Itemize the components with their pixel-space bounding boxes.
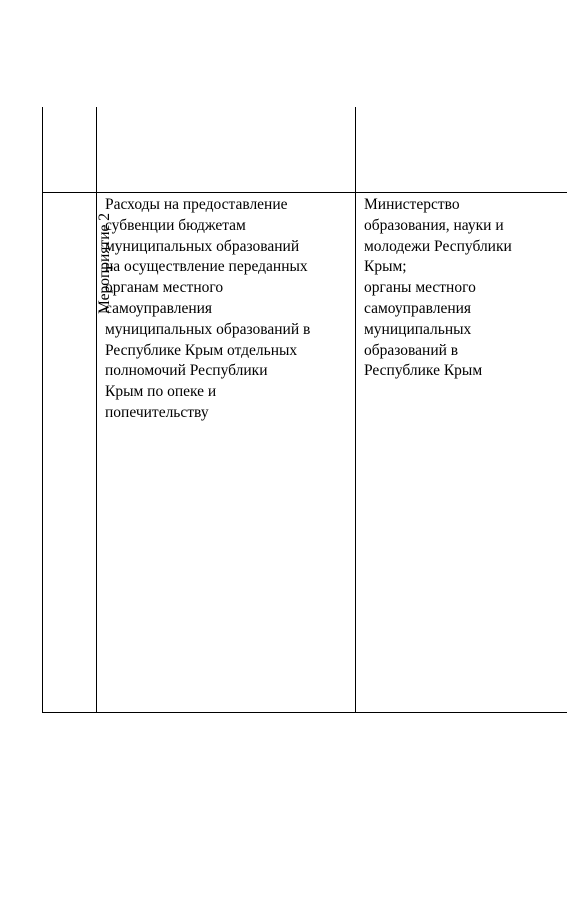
table-divider-col2 <box>355 107 356 713</box>
table-divider-col1 <box>96 107 97 713</box>
table-border-bottom <box>42 712 567 713</box>
table-cell-description: Расходы на предоставление субвенции бюджетам муниципальных образований на осуществление переданных органам местного самоуправления муниципальных образований в Республике Крым отдельных полномочий Республики Крым по опеке и попечительству <box>105 196 311 421</box>
table-cell-measure <box>42 193 113 713</box>
table-cell-responsible: Министерство образования, науки и молодежи Республики Крым; органы местного самоуправления муниципальных образований в Республике Крым <box>364 196 512 380</box>
measure-label: Мероприятие 2 <box>96 213 113 314</box>
table-row-divider <box>42 192 567 193</box>
